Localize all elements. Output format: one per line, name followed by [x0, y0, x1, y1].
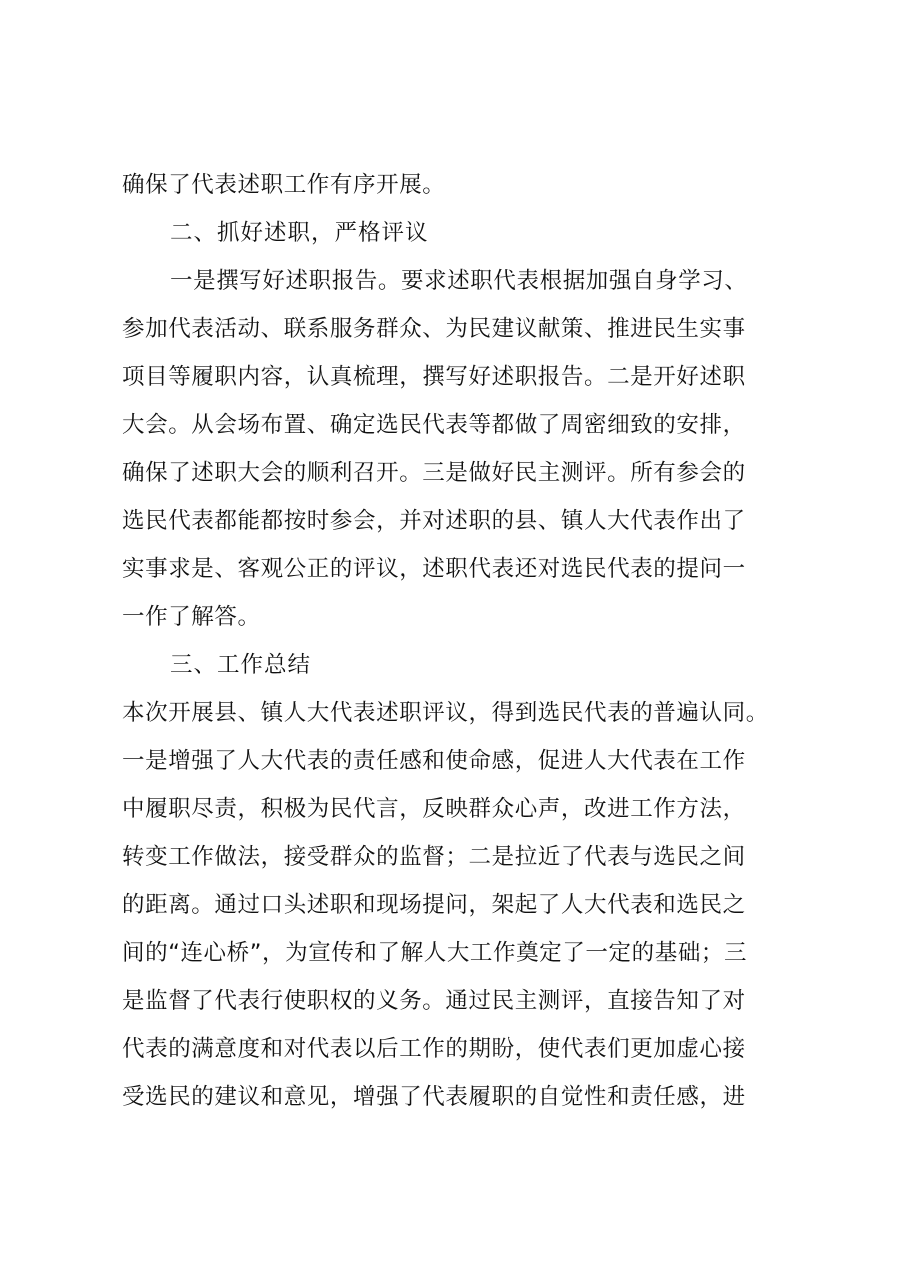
body-text-line: 代表的满意度和对代表以后工作的期盼，使代表们更加虚心接: [122, 1036, 746, 1062]
section-heading: 三、工作总结: [170, 652, 312, 678]
body-text-line: 确保了述职大会的顺利召开。三是做好民主测评。所有参会的: [122, 460, 746, 486]
body-text-line: 本次开展县、镇人大代表述职评议，得到选民代表的普遍认同。: [122, 700, 769, 726]
body-text-line: 是监督了代表行使职权的义务。通过民主测评，直接告知了对: [122, 988, 746, 1014]
body-text-line: 的距离。通过口头述职和现场提问，架起了人大代表和选民之: [122, 892, 746, 918]
section-heading: 二、抓好述职，严格评议: [170, 220, 429, 246]
body-text-line: 转变工作做法，接受群众的监督；二是拉近了代表与选民之间: [122, 844, 746, 870]
body-text-line: 中履职尽责，积极为民代言，反映群众心声，改进工作方法，: [122, 796, 746, 822]
body-text-line: 一作了解答。: [122, 604, 261, 630]
body-text-line: 一是撰写好述职报告。要求述职代表根据加强自身学习、: [170, 268, 748, 294]
body-text-line: 间的“连心桥”，为宣传和了解人大工作奠定了一定的基础；三: [122, 940, 748, 966]
body-text-line: 一是增强了人大代表的责任感和使命感，促进人大代表在工作: [122, 748, 746, 774]
body-text-line: 受选民的建议和意见，增强了代表履职的自觉性和责任感，进: [122, 1084, 746, 1110]
body-text-line: 确保了代表述职工作有序开展。: [122, 172, 446, 198]
body-text-line: 实事求是、客观公正的评议，述职代表还对选民代表的提问一: [122, 556, 746, 582]
body-text-line: 项目等履职内容，认真梳理，撰写好述职报告。二是开好述职: [122, 364, 746, 390]
body-text-line: 参加代表活动、联系服务群众、为民建议献策、推进民生实事: [122, 316, 746, 342]
body-text-line: 选民代表都能都按时参会，并对述职的县、镇人大代表作出了: [122, 508, 746, 534]
body-text-line: 大会。从会场布置、确定选民代表等都做了周密细致的安排，: [122, 412, 746, 438]
